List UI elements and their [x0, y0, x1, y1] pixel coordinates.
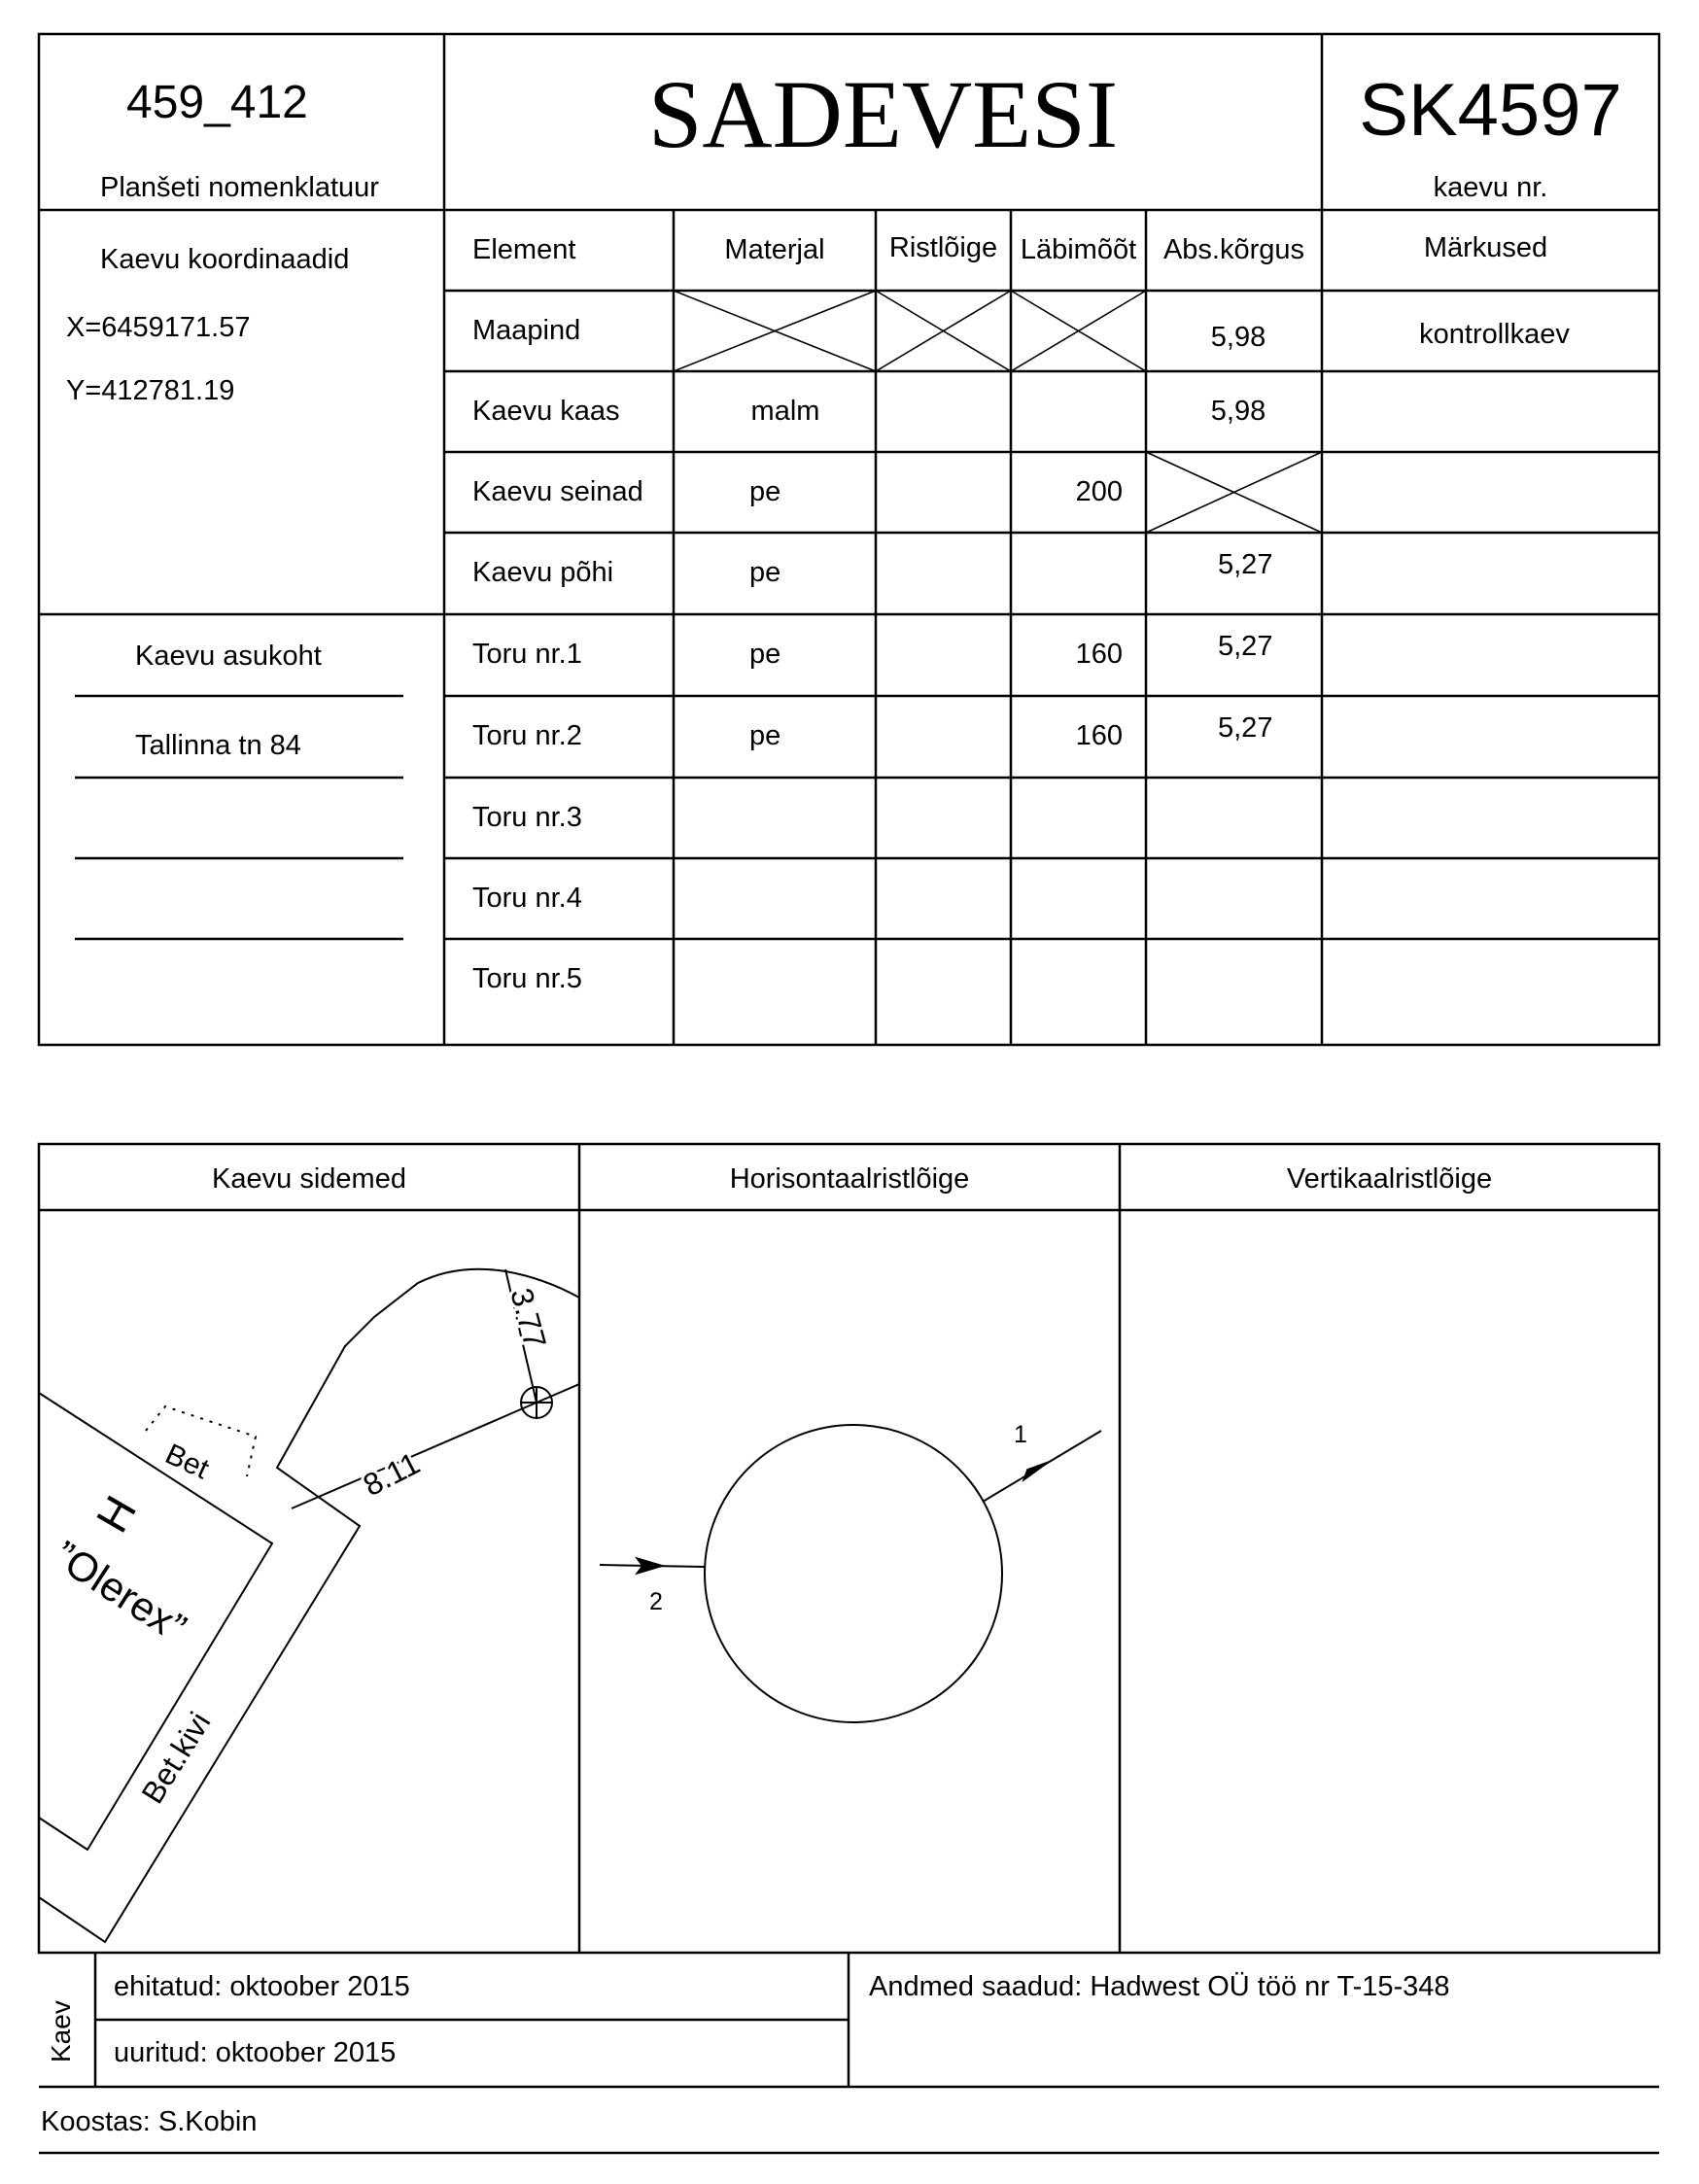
row-element: Maapind — [472, 315, 581, 346]
label-betkivi: Bet.kivi — [134, 1706, 218, 1810]
header-notes: Märkused — [1423, 232, 1548, 263]
row-elevation: 5,27 — [1218, 549, 1273, 580]
header-elevation: Abs.kõrgus — [1162, 234, 1305, 265]
pipe-1-label: 1 — [1014, 1421, 1027, 1448]
footer-source: Andmed saadud: Hadwest OÜ töö nr T-15-348 — [869, 1971, 1450, 2002]
panel-horizontal-title: Horisontaalristlõige — [729, 1163, 970, 1195]
well-circle — [705, 1425, 1002, 1722]
footer-built: ehitatud: oktoober 2015 — [114, 1971, 410, 2002]
row-element: Toru nr.3 — [472, 802, 582, 833]
location-line: Tallinna tn 84 — [135, 730, 301, 761]
row-material: pe — [749, 557, 781, 588]
dimension-377: 3.77 — [503, 1284, 554, 1352]
row-elevation: 5,98 — [1210, 322, 1266, 353]
row-diameter: 160 — [1075, 639, 1123, 670]
footer-author: Koostas: S.Kobin — [41, 2106, 258, 2137]
row-material: malm — [750, 396, 820, 427]
panel-vertical-title: Vertikaalristlõige — [1286, 1163, 1493, 1195]
row-element: Toru nr.2 — [472, 720, 582, 751]
location-title: Kaevu asukoht — [135, 641, 322, 672]
label-bet: Bet — [160, 1438, 214, 1486]
well-number: SK4597 — [1359, 69, 1622, 152]
row-diameter: 200 — [1075, 476, 1123, 507]
row-elevation: 5,27 — [1218, 631, 1273, 662]
row-element: Toru nr.5 — [472, 963, 582, 994]
row-elevation: 5,27 — [1218, 712, 1273, 744]
row-element: Kaevu põhi — [472, 557, 614, 588]
row-material: pe — [749, 639, 781, 670]
pipe-2-label: 2 — [649, 1588, 663, 1615]
footer-side-label: Kaev — [46, 2000, 76, 2063]
dimension-extension — [537, 1384, 579, 1403]
panel-connections-title: Kaevu sidemed — [212, 1163, 406, 1195]
header-cross-section: Ristlõige — [888, 232, 998, 263]
row-element: Toru nr.4 — [472, 883, 582, 914]
row-element: Kaevu seinad — [472, 476, 643, 507]
coordinates-title: Kaevu koordinaadid — [100, 244, 350, 275]
row-element: Kaevu kaas — [472, 396, 620, 427]
row-notes: kontrollkaev — [1419, 319, 1570, 350]
header-material: Materjal — [724, 234, 825, 265]
row-material: pe — [749, 476, 781, 507]
header-diameter: Läbimõõt — [1020, 234, 1137, 265]
well-label: kaevu nr. — [1433, 172, 1548, 203]
footer-surveyed: uuritud: oktoober 2015 — [114, 2037, 397, 2068]
dimension-811: 8.11 — [357, 1444, 426, 1504]
coordinate-x: X=6459171.57 — [66, 312, 251, 343]
row-elevation: 5,98 — [1210, 396, 1266, 427]
row-diameter: 160 — [1075, 720, 1123, 751]
page-title: SADEVESI — [647, 60, 1119, 168]
label-h: H — [86, 1487, 147, 1541]
coordinate-y: Y=412781.19 — [66, 375, 235, 406]
pipe-1-arrow-icon — [1023, 1462, 1049, 1480]
horizontal-section-sketch — [579, 1210, 1120, 1953]
site-plan-sketch — [39, 1210, 579, 1953]
sheet-label: Planšeti nomenklatuur — [100, 172, 379, 203]
label-olerex: ”Olerex” — [46, 1532, 194, 1651]
sheet-number: 459_412 — [126, 77, 308, 128]
header-element: Element — [472, 234, 576, 265]
row-material: pe — [749, 720, 781, 751]
row-element: Toru nr.1 — [472, 639, 582, 670]
